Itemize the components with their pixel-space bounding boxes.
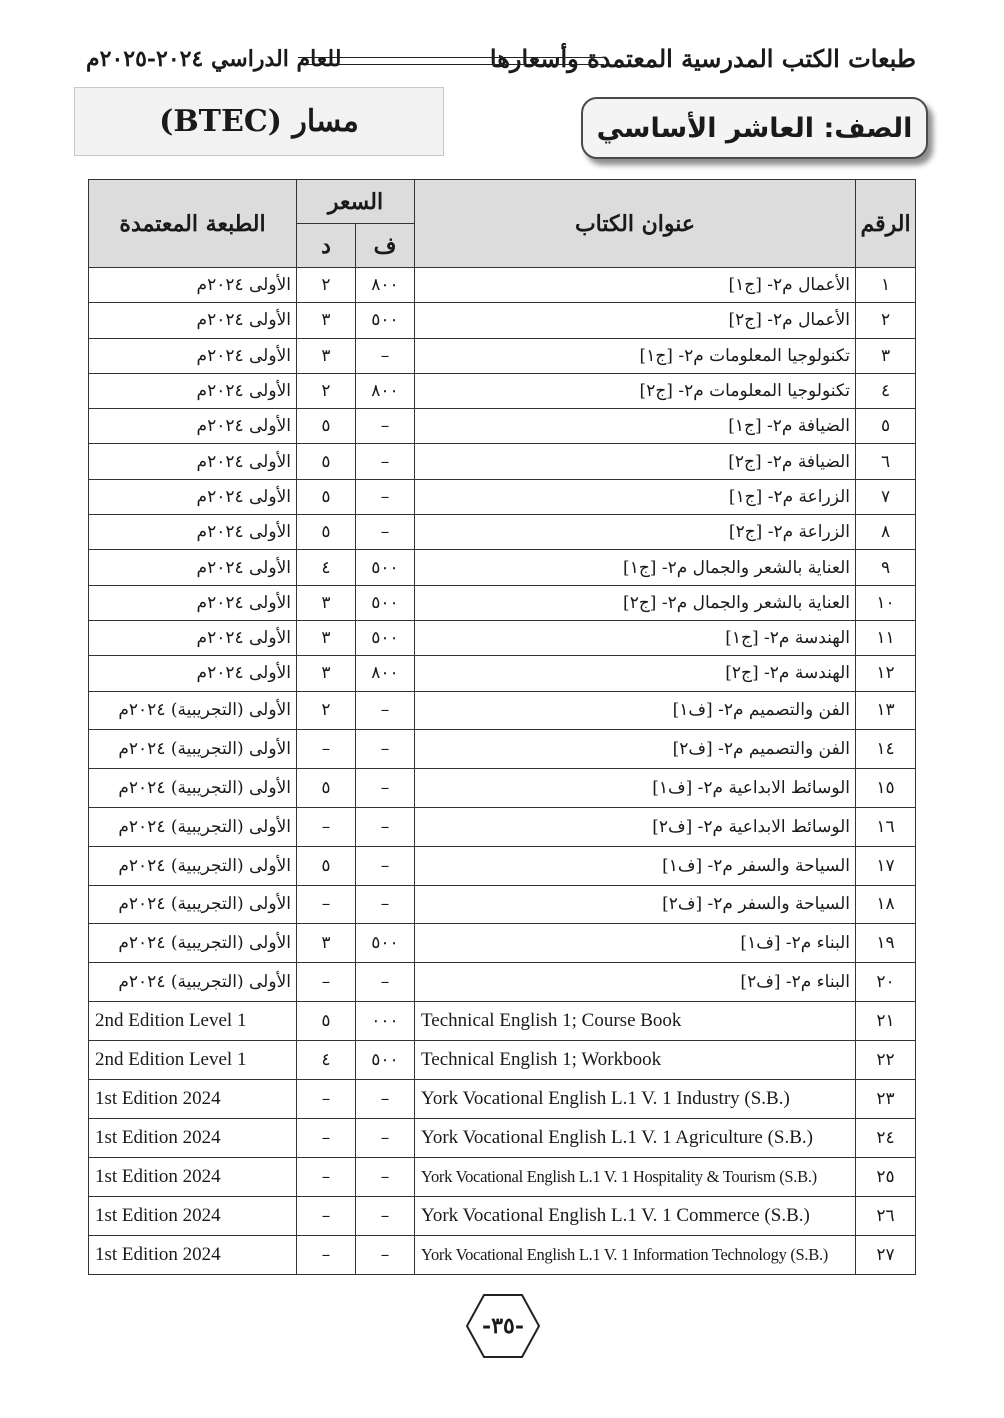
table-row <box>89 373 916 408</box>
book-title-cell: Technical English 1; Course Book <box>415 1001 856 1040</box>
row-number-cell: ٥ <box>856 409 916 444</box>
edition-cell: الأولى ٢٠٢٤م <box>89 409 297 444</box>
table-row <box>89 550 916 585</box>
book-title-cell: York Vocational English L.1 V. 1 Agriculture (S.B.) <box>415 1118 856 1157</box>
row-number-cell: ٢٣ <box>856 1079 916 1118</box>
book-title-cell: الأعمال م٢- [ج١] <box>415 268 856 303</box>
table-row <box>89 1157 916 1196</box>
edition-cell: الأولى (التجريبية) ٢٠٢٤م <box>89 730 297 769</box>
price-fils-cell: ٥٠٠ <box>356 1040 415 1079</box>
price-dinar-cell: – <box>297 1235 356 1274</box>
price-dinar-cell: – <box>297 963 356 1002</box>
book-title-cell: York Vocational English L.1 V. 1 Industry (S.B.) <box>415 1079 856 1118</box>
price-fils-cell: ٨٠٠ <box>356 373 415 408</box>
table-row <box>89 409 916 444</box>
book-title-cell: الزراعة م٢- [ج١] <box>415 479 856 514</box>
edition-cell: الأولى (التجريبية) ٢٠٢٤م <box>89 691 297 730</box>
edition-cell: 1st Edition 2024 <box>89 1157 297 1196</box>
price-dinar-cell: ٥ <box>297 479 356 514</box>
price-dinar-cell: ٣ <box>297 620 356 655</box>
price-dinar-cell: ٥ <box>297 444 356 479</box>
price-dinar-cell: ٥ <box>297 846 356 885</box>
table-row <box>89 585 916 620</box>
price-fils-cell: – <box>356 515 415 550</box>
page-header <box>86 44 916 84</box>
table-row <box>89 303 916 338</box>
price-dinar-cell: ٤ <box>297 550 356 585</box>
price-fils-cell: – <box>356 807 415 846</box>
row-number-cell: ٤ <box>856 373 916 408</box>
document-title: طبعات الكتب المدرسية المعتمدة وأسعارها <box>489 44 916 73</box>
edition-cell: الأولى ٢٠٢٤م <box>89 656 297 691</box>
edition-cell: 1st Edition 2024 <box>89 1118 297 1157</box>
price-fils-cell: – <box>356 479 415 514</box>
price-dinar-cell: ٥ <box>297 1001 356 1040</box>
price-fils-cell: – <box>356 1196 415 1235</box>
header-double-rule <box>298 57 604 65</box>
edition-cell: 2nd Edition Level 1 <box>89 1001 297 1040</box>
row-number-cell: ٢١ <box>856 1001 916 1040</box>
table-row <box>89 620 916 655</box>
price-fils-cell: ٠٠٠ <box>356 1001 415 1040</box>
row-number-cell: ١٨ <box>856 885 916 924</box>
book-title-cell: الفن والتصميم م٢- [ف٢] <box>415 730 856 769</box>
book-title-cell: العناية بالشعر والجمال م٢- [ج٢] <box>415 585 856 620</box>
header-dinar: د <box>297 224 356 268</box>
row-number-cell: ٢٦ <box>856 1196 916 1235</box>
table-row <box>89 846 916 885</box>
book-title-cell: السياحة والسفر م٢- [ف٢] <box>415 885 856 924</box>
edition-cell: الأولى ٢٠٢٤م <box>89 550 297 585</box>
row-number-cell: ٢٠ <box>856 963 916 1002</box>
book-title-cell: الضيافة م٢- [ج٢] <box>415 444 856 479</box>
row-number-cell: ٧ <box>856 479 916 514</box>
table-row <box>89 338 916 373</box>
book-title-cell: الهندسة م٢- [ج٢] <box>415 656 856 691</box>
edition-cell: الأولى (التجريبية) ٢٠٢٤م <box>89 924 297 963</box>
header-edition: الطبعة المعتمدة <box>89 180 297 268</box>
price-fils-cell: – <box>356 409 415 444</box>
row-number-cell: ٢ <box>856 303 916 338</box>
book-title-cell: البناء م٢- [ف١] <box>415 924 856 963</box>
price-fils-cell: – <box>356 691 415 730</box>
header-price: السعر <box>297 180 415 224</box>
book-title-cell: الوسائط الابداعية م٢- [ف٢] <box>415 807 856 846</box>
grade-label-box <box>581 97 928 159</box>
table-row <box>89 479 916 514</box>
book-title-cell: الهندسة م٢- [ج١] <box>415 620 856 655</box>
table-row <box>89 515 916 550</box>
row-number-cell: ١٩ <box>856 924 916 963</box>
table-row <box>89 769 916 808</box>
price-dinar-cell: ٣ <box>297 585 356 620</box>
price-fils-cell: ٥٠٠ <box>356 303 415 338</box>
header-title: عنوان الكتاب <box>415 180 856 268</box>
table-row <box>89 268 916 303</box>
table-row <box>89 924 916 963</box>
price-dinar-cell: ٥ <box>297 409 356 444</box>
price-fils-cell: – <box>356 846 415 885</box>
edition-cell: الأولى ٢٠٢٤م <box>89 620 297 655</box>
edition-cell: الأولى ٢٠٢٤م <box>89 444 297 479</box>
row-number-cell: ٨ <box>856 515 916 550</box>
price-fils-cell: – <box>356 885 415 924</box>
price-fils-cell: – <box>356 444 415 479</box>
price-fils-cell: ٨٠٠ <box>356 656 415 691</box>
edition-cell: 1st Edition 2024 <box>89 1196 297 1235</box>
price-fils-cell: – <box>356 1235 415 1274</box>
edition-cell: الأولى (التجريبية) ٢٠٢٤م <box>89 807 297 846</box>
price-dinar-cell: ٣ <box>297 338 356 373</box>
price-fils-cell: ٥٠٠ <box>356 550 415 585</box>
price-dinar-cell: ٣ <box>297 656 356 691</box>
price-dinar-cell: ٣ <box>297 303 356 338</box>
header-number: الرقم <box>856 180 916 268</box>
price-dinar-cell: – <box>297 1196 356 1235</box>
price-fils-cell: ٥٠٠ <box>356 924 415 963</box>
table-row <box>89 444 916 479</box>
price-dinar-cell: ٢ <box>297 268 356 303</box>
book-title-cell: الفن والتصميم م٢- [ف١] <box>415 691 856 730</box>
price-dinar-cell: ٥ <box>297 769 356 808</box>
page-number-badge <box>465 1293 541 1359</box>
table-row <box>89 1235 916 1274</box>
book-title-cell: York Vocational English L.1 V. 1 Hospitality & Tourism (S.B.) <box>415 1157 856 1196</box>
table-row <box>89 1196 916 1235</box>
edition-cell: الأولى ٢٠٢٤م <box>89 303 297 338</box>
table-row <box>89 1001 916 1040</box>
edition-cell: 2nd Edition Level 1 <box>89 1040 297 1079</box>
book-title-cell: الزراعة م٢- [ج٢] <box>415 515 856 550</box>
book-title-cell: الأعمال م٢- [ج٢] <box>415 303 856 338</box>
edition-cell: الأولى ٢٠٢٤م <box>89 338 297 373</box>
row-number-cell: ١٤ <box>856 730 916 769</box>
table-row <box>89 963 916 1002</box>
edition-cell: الأولى ٢٠٢٤م <box>89 268 297 303</box>
edition-cell: الأولى ٢٠٢٤م <box>89 479 297 514</box>
row-number-cell: ١٠ <box>856 585 916 620</box>
book-title-cell: السياحة والسفر م٢- [ف١] <box>415 846 856 885</box>
price-dinar-cell: ٥ <box>297 515 356 550</box>
edition-cell: الأولى ٢٠٢٤م <box>89 373 297 408</box>
edition-cell: الأولى (التجريبية) ٢٠٢٤م <box>89 885 297 924</box>
book-title-cell: Technical English 1; Workbook <box>415 1040 856 1079</box>
row-number-cell: ١١ <box>856 620 916 655</box>
table-row <box>89 656 916 691</box>
book-title-cell: York Vocational English L.1 V. 1 Commerce (S.B.) <box>415 1196 856 1235</box>
row-number-cell: ٩ <box>856 550 916 585</box>
row-number-cell: ١٧ <box>856 846 916 885</box>
row-number-cell: ١٣ <box>856 691 916 730</box>
table-row <box>89 885 916 924</box>
price-dinar-cell: – <box>297 730 356 769</box>
price-dinar-cell: – <box>297 807 356 846</box>
book-title-cell: تكنولوجيا المعلومات م٢- [ج٢] <box>415 373 856 408</box>
edition-cell: الأولى (التجريبية) ٢٠٢٤م <box>89 769 297 808</box>
book-title-cell: العناية بالشعر والجمال م٢- [ج١] <box>415 550 856 585</box>
grade-label: الصف: العاشر الأساسي <box>596 112 913 144</box>
price-dinar-cell: – <box>297 885 356 924</box>
edition-cell: الأولى (التجريبية) ٢٠٢٤م <box>89 846 297 885</box>
price-fils-cell: – <box>356 338 415 373</box>
price-fils-cell: – <box>356 1079 415 1118</box>
price-dinar-cell: – <box>297 1079 356 1118</box>
row-number-cell: ٣ <box>856 338 916 373</box>
table-row <box>89 691 916 730</box>
book-title-cell: البناء م٢- [ف٢] <box>415 963 856 1002</box>
price-fils-cell: ٨٠٠ <box>356 268 415 303</box>
price-fils-cell: – <box>356 1157 415 1196</box>
row-number-cell: ١٢ <box>856 656 916 691</box>
price-dinar-cell: – <box>297 1118 356 1157</box>
edition-cell: الأولى ٢٠٢٤م <box>89 515 297 550</box>
price-fils-cell: – <box>356 963 415 1002</box>
table-row <box>89 1079 916 1118</box>
header-fils: ف <box>356 224 415 268</box>
row-number-cell: ٢٧ <box>856 1235 916 1274</box>
academic-year: للعام الدراسي ٢٠٢٤-٢٠٢٥م <box>86 46 342 72</box>
book-title-cell: الوسائط الابداعية م٢- [ف١] <box>415 769 856 808</box>
book-title-cell: تكنولوجيا المعلومات م٢- [ج١] <box>415 338 856 373</box>
price-fils-cell: ٥٠٠ <box>356 585 415 620</box>
row-number-cell: ١٦ <box>856 807 916 846</box>
book-title-cell: York Vocational English L.1 V. 1 Information Technology (S.B.) <box>415 1235 856 1274</box>
table-body <box>89 268 916 1275</box>
row-number-cell: ٢٢ <box>856 1040 916 1079</box>
track-label: مسار (BTEC) <box>159 104 359 139</box>
edition-cell: الأولى (التجريبية) ٢٠٢٤م <box>89 963 297 1002</box>
edition-cell: الأولى ٢٠٢٤م <box>89 585 297 620</box>
page-number: -٣٥- <box>482 1313 524 1339</box>
row-number-cell: ٦ <box>856 444 916 479</box>
price-dinar-cell: – <box>297 1157 356 1196</box>
table-row <box>89 730 916 769</box>
row-number-cell: ٢٤ <box>856 1118 916 1157</box>
row-number-cell: ٢٥ <box>856 1157 916 1196</box>
books-table <box>88 179 916 1275</box>
price-dinar-cell: ٤ <box>297 1040 356 1079</box>
edition-cell: 1st Edition 2024 <box>89 1235 297 1274</box>
price-dinar-cell: ٢ <box>297 691 356 730</box>
row-number-cell: ١٥ <box>856 769 916 808</box>
track-label-box <box>74 87 444 156</box>
price-fils-cell: – <box>356 769 415 808</box>
price-dinar-cell: ٢ <box>297 373 356 408</box>
book-title-cell: الضيافة م٢- [ج١] <box>415 409 856 444</box>
table-row <box>89 1040 916 1079</box>
price-fils-cell: ٥٠٠ <box>356 620 415 655</box>
price-fils-cell: – <box>356 1118 415 1157</box>
row-number-cell: ١ <box>856 268 916 303</box>
table-row <box>89 807 916 846</box>
price-dinar-cell: ٣ <box>297 924 356 963</box>
table-row <box>89 1118 916 1157</box>
price-fils-cell: – <box>356 730 415 769</box>
edition-cell: 1st Edition 2024 <box>89 1079 297 1118</box>
